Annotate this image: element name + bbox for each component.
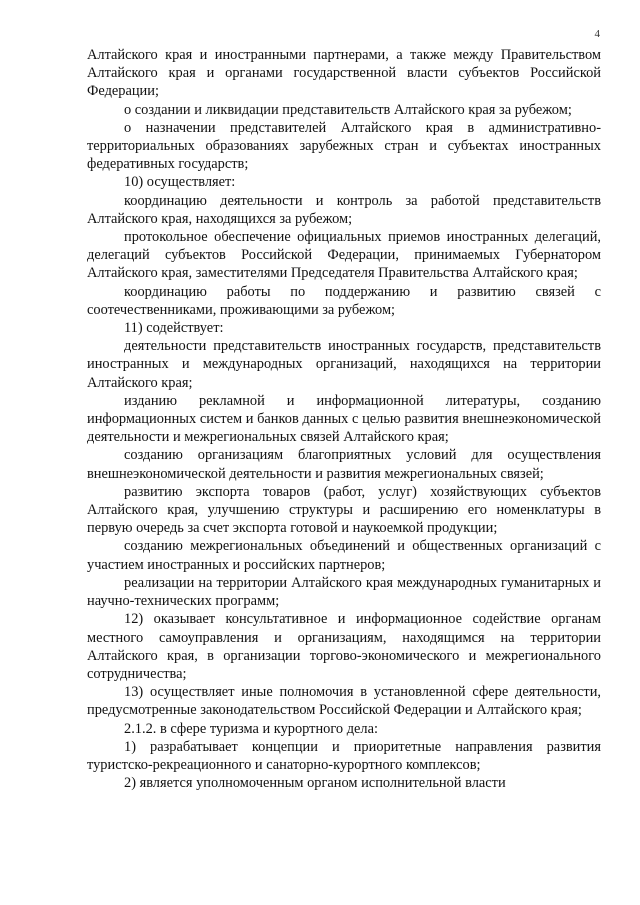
paragraph: протокольное обеспечение официальных приемов иностранных делегаций, делегаций субъектов Российской Федерации, принимаемых Губернатором Алтайского края, заместителями Председателя Правительства Алтайского края;: [87, 229, 601, 282]
paragraph: о назначении представителей Алтайского края в административно-территориальных образованиях зарубежных стран и субъектах иностранных федеративных государств;: [87, 119, 601, 173]
paragraph: созданию организациям благоприятных условий для осуществления внешнеэкономической деятельности и развития межрегиональных связей;: [87, 447, 601, 482]
paragraph: 13) осуществляет иные полномочия в установленной сфере деятельности, предусмотренные законодательством Российской Федерации и Алтайского края;: [87, 684, 601, 719]
paragraph: развитию экспорта товаров (работ, услуг) хозяйствующих субъектов Алтайского края, улучшению структуры и расширению его номенклатуры в первую очередь за счет экспорта готовой и наукоемкой продукции;: [87, 483, 601, 537]
paragraph: деятельности представительств иностранных государств, представительств иностранных и международных организаций, находящихся на территории Алтайского края;: [87, 338, 601, 391]
paragraph: координацию работы по поддержанию и развитию связей с соотечественниками, проживающими за рубежом;: [87, 283, 601, 318]
paragraph: координацию деятельности и контроль за работой представительств Алтайского края, находящихся за рубежом;: [87, 192, 601, 227]
paragraph: 1) разрабатывает концепции и приоритетные направления развития туристско-рекреационного и санаторно-курортного комплексов;: [87, 738, 601, 773]
paragraph: 12) оказывает консультативное и информационное содействие органам местного самоуправления и организациям, находящимся на территории Алтайского края, в организации торгово-экономического и межрегионального сотрудничества;: [87, 611, 601, 682]
paragraph: 2) является уполномоченным органом исполнительной власти: [124, 775, 506, 792]
paragraph: Алтайского края и иностранными партнерами, а также между Правительством Алтайского края и органами государственной власти субъектов Российской Федерации;: [87, 47, 601, 100]
document-body: [87, 46, 601, 792]
paragraph: реализации на территории Алтайского края международных гуманитарных и научно-технических программ;: [87, 574, 601, 610]
paragraph: изданию рекламной и информационной литературы, созданию информационных систем и банков данных с целью развития внешнеэкономической деятельности и межрегиональных связей Алтайского края;: [87, 392, 601, 446]
page-number: 4: [594, 28, 600, 40]
paragraph: о создании и ликвидации представительств Алтайского края за рубежом;: [124, 101, 572, 118]
paragraph: 11) содействует:: [124, 320, 224, 337]
paragraph: 2.1.2. в сфере туризма и курортного дела:: [124, 720, 378, 737]
paragraph: 10) осуществляет:: [124, 174, 236, 191]
paragraph: созданию межрегиональных объединений и общественных организаций с участием иностранных и российских партнеров;: [87, 538, 601, 573]
